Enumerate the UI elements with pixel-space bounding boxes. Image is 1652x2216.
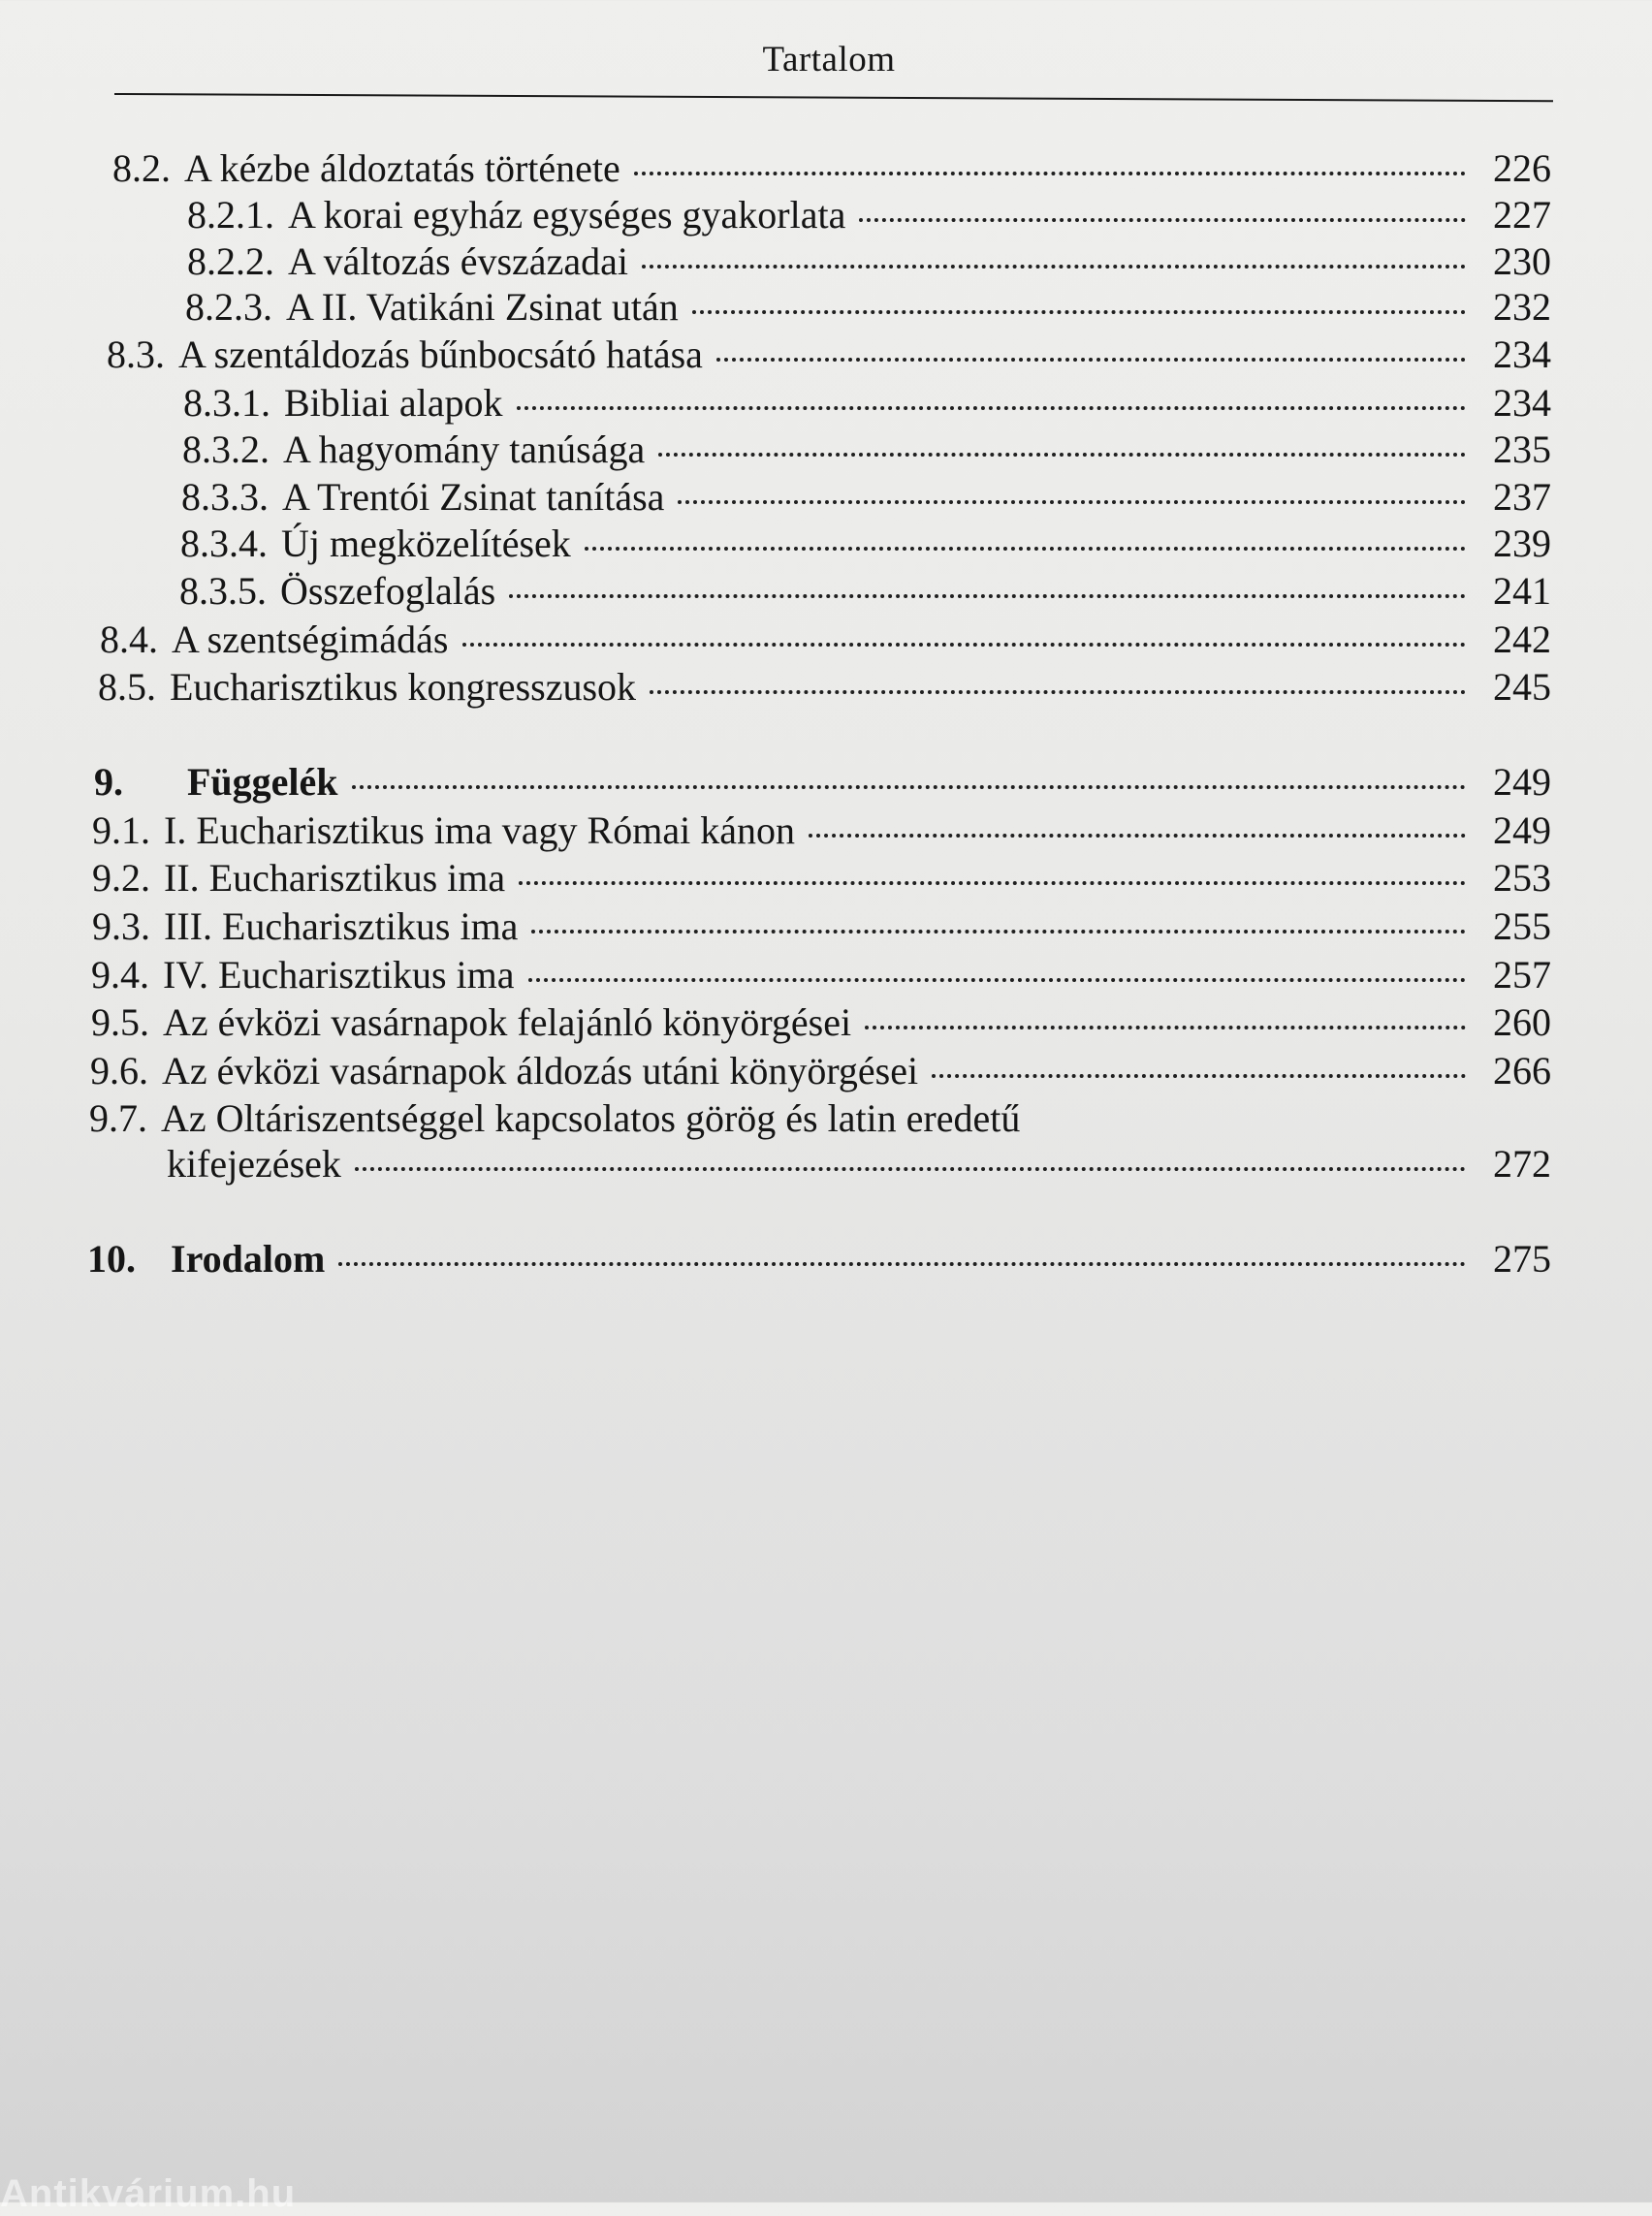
toc-entry-title: A Trentói Zsinat tanítása xyxy=(282,475,665,519)
toc-entry[interactable] xyxy=(179,568,1551,615)
dot-leader xyxy=(650,690,1466,694)
toc-entry-title: A szentségimádás xyxy=(172,617,449,661)
toc-entry[interactable] xyxy=(187,192,1551,238)
toc-entry-number: 9.3. xyxy=(92,904,150,948)
site-watermark: Antikvárium.hu xyxy=(0,2172,297,2215)
toc-entry-title: III. Eucharisztikus ima xyxy=(164,904,519,948)
toc-chapter-title: Irodalom xyxy=(171,1237,326,1281)
toc-entry[interactable] xyxy=(180,521,1551,567)
toc-chapter-page: 249 xyxy=(1493,760,1551,804)
dot-leader xyxy=(519,881,1466,885)
toc-entry[interactable] xyxy=(91,952,1551,998)
dot-leader xyxy=(859,218,1466,222)
toc-entry-page: 242 xyxy=(1493,617,1551,661)
toc-entry-page: 253 xyxy=(1493,856,1551,900)
dot-leader xyxy=(528,978,1466,982)
toc-chapter-page: 275 xyxy=(1493,1237,1551,1281)
running-header: Tartalom xyxy=(762,40,896,79)
toc-chapter-title: Függelék xyxy=(187,760,338,804)
toc-entry[interactable] xyxy=(92,855,1551,902)
toc-entry-page: 260 xyxy=(1493,1000,1551,1044)
toc-entry-title: Bibliai alapok xyxy=(284,381,503,425)
toc-entry-page: 257 xyxy=(1493,953,1551,997)
toc-entry-title-continuation: kifejezések xyxy=(167,1142,341,1186)
dot-leader xyxy=(352,785,1466,789)
dot-leader xyxy=(634,172,1466,175)
toc-entry-title: Eucharisztikus kongresszusok xyxy=(170,665,637,709)
toc-entry-number: 8.2.3. xyxy=(185,285,272,329)
toc-entry-title: A hagyomány tanúsága xyxy=(283,427,646,471)
dot-leader xyxy=(809,834,1466,838)
toc-entry-page: 234 xyxy=(1493,381,1551,425)
dot-leader xyxy=(531,930,1466,934)
toc-entry-number: 9.4. xyxy=(91,953,149,997)
toc-entry[interactable] xyxy=(90,1048,1551,1094)
toc-entry-title: IV. Eucharisztikus ima xyxy=(163,953,515,997)
toc-entry-multiline[interactable] xyxy=(89,1095,1551,1142)
toc-entry-page: 272 xyxy=(1493,1142,1551,1186)
toc-entry-page: 255 xyxy=(1493,904,1551,948)
header-rule xyxy=(114,93,1553,102)
toc-entry-title: A korai egyház egységes gyakorlata xyxy=(288,193,846,237)
toc-entry-number: 9.5. xyxy=(91,1000,149,1044)
toc-entry-page: 234 xyxy=(1493,332,1551,376)
toc-entry-page: 266 xyxy=(1493,1049,1551,1092)
toc-entry[interactable] xyxy=(91,999,1551,1046)
toc-entry-page: 239 xyxy=(1493,522,1551,565)
toc-entry[interactable] xyxy=(92,807,1551,854)
toc-entry[interactable] xyxy=(112,145,1551,192)
dot-leader xyxy=(865,1026,1466,1029)
toc-entry-number: 9.7. xyxy=(89,1096,147,1140)
toc-entry-page: 249 xyxy=(1493,808,1551,852)
toc-entry-number: 8.3.4. xyxy=(180,522,268,565)
toc-chapter[interactable] xyxy=(87,1236,1551,1282)
toc-chapter-number: 10. xyxy=(87,1237,136,1281)
toc-entry[interactable] xyxy=(187,238,1551,285)
toc-entry[interactable] xyxy=(181,474,1551,521)
dot-leader xyxy=(658,453,1466,457)
toc-entry[interactable] xyxy=(92,903,1551,950)
toc-entry-number: 8.2. xyxy=(112,146,171,190)
toc-entry-number: 9.6. xyxy=(90,1049,148,1092)
toc-entry-title: I. Eucharisztikus ima vagy Római kánon xyxy=(164,808,795,852)
toc-entry-number: 8.2.1. xyxy=(187,193,274,237)
toc-entry-title: A változás évszázadai xyxy=(288,239,628,283)
toc-entry-title: II. Eucharisztikus ima xyxy=(164,856,506,900)
dot-leader xyxy=(716,358,1466,362)
toc-entry-number: 9.2. xyxy=(92,856,150,900)
toc-entry-number: 8.3.1. xyxy=(183,381,270,425)
toc-entry-page: 245 xyxy=(1493,665,1551,709)
toc-entry-page: 226 xyxy=(1493,146,1551,190)
dot-leader xyxy=(932,1074,1466,1078)
toc-entry-number: 8.3.2. xyxy=(182,427,270,471)
toc-chapter[interactable] xyxy=(94,759,1551,806)
toc-entry-title: A szentáldozás bűnbocsátó hatása xyxy=(178,332,703,376)
toc-entry-title: Összefoglalás xyxy=(280,569,496,613)
dot-leader xyxy=(692,310,1466,314)
toc-chapter-number: 9. xyxy=(94,760,123,804)
toc-entry-number: 8.4. xyxy=(100,617,158,661)
dot-leader xyxy=(355,1167,1466,1171)
toc-entry[interactable] xyxy=(98,664,1551,711)
toc-entry-page: 237 xyxy=(1493,475,1551,519)
toc-entry-title: Az évközi vasárnapok áldozás utáni könyörgései xyxy=(162,1049,919,1092)
toc-entry[interactable] xyxy=(182,427,1551,473)
toc-entry[interactable] xyxy=(107,332,1551,378)
dot-leader xyxy=(517,406,1466,410)
toc-entry-title: Az Oltáriszentséggel kapcsolatos görög és latin eredetű xyxy=(161,1096,1021,1140)
dot-leader xyxy=(462,643,1467,647)
toc-entry-number: 8.3.5. xyxy=(179,569,267,613)
toc-entry[interactable] xyxy=(185,284,1551,331)
toc-entry-page: 235 xyxy=(1493,427,1551,471)
toc-entry-continuation[interactable] xyxy=(167,1141,1551,1187)
toc-entry-page: 230 xyxy=(1493,239,1551,283)
toc-entry-page: 227 xyxy=(1493,193,1551,237)
toc-entry-number: 9.1. xyxy=(92,808,150,852)
toc-entry-title: A kézbe áldoztatás története xyxy=(184,146,620,190)
dot-leader xyxy=(642,265,1466,269)
toc-entry-number: 8.3.3. xyxy=(181,475,269,519)
toc-entry-title: Az évközi vasárnapok felajánló könyörgései xyxy=(163,1000,852,1044)
toc-entry-number: 8.2.2. xyxy=(187,239,274,283)
dot-leader xyxy=(338,1262,1466,1266)
toc-entry[interactable] xyxy=(100,617,1551,663)
toc-entry-number: 8.3. xyxy=(107,332,165,376)
toc-entry-title: Új megközelítések xyxy=(281,522,571,565)
toc-entry-number: 8.5. xyxy=(98,665,156,709)
toc-entry[interactable] xyxy=(183,380,1551,427)
toc-entry-title: A II. Vatikáni Zsinat után xyxy=(286,285,679,329)
toc-entry-page: 232 xyxy=(1493,285,1551,329)
dot-leader xyxy=(678,500,1466,504)
toc-entry-page: 241 xyxy=(1493,569,1551,613)
dot-leader xyxy=(509,594,1466,598)
dot-leader xyxy=(585,547,1466,551)
